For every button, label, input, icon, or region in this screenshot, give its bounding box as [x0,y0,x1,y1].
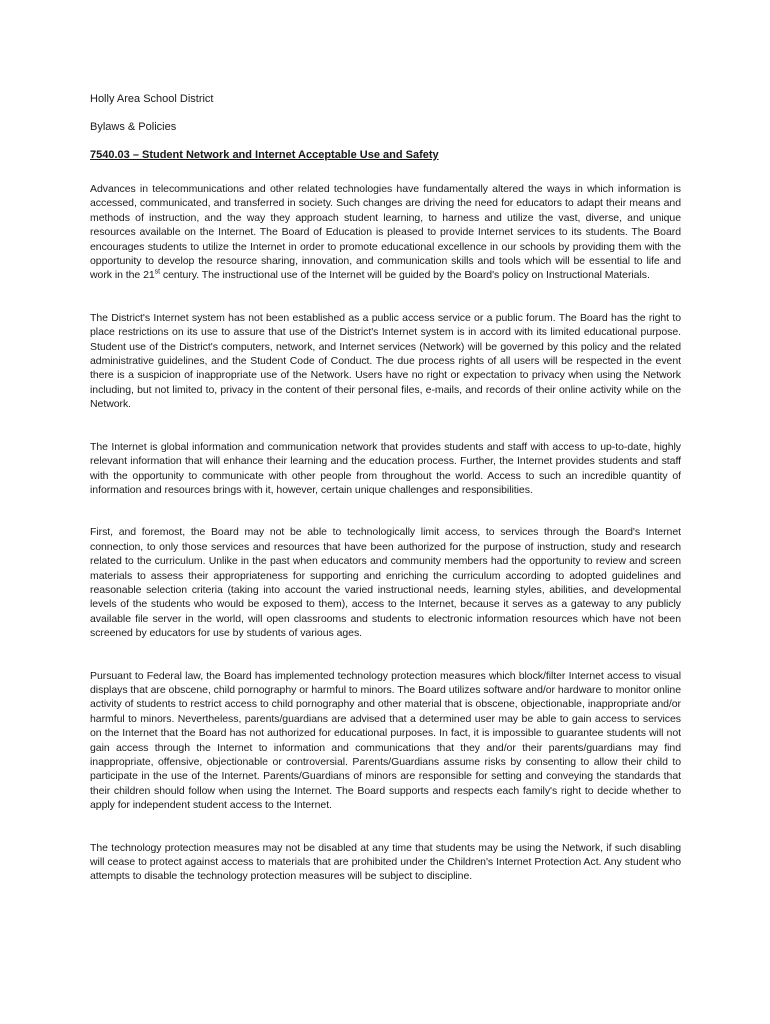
paragraph-network-use: The District's Internet system has not been established as a public access service or a public forum. The Board has the right to place restrictions on its use to assure that use of the District's Internet system is in accord with its limited educational purpose. Student use of the District's computers, network, and Internet services (Network) will be governed by this policy and the related administrative guidelines, and the Student Code of Conduct. The due process rights of all users will be respected in the event there is a suspicion of inappropriate use of the Network. Users have no right or expectation to privacy when using the Network including, but not limited to, privacy in the content of their personal files, e-mails, and records of their online activity while on the Network. [90,311,681,411]
paragraph-intro-text-end: century. The instructional use of the Internet will be guided by the Board's policy on Instructional Materials. [160,269,650,282]
paragraph-intro [90,182,681,283]
ordinal-superscript: st [154,268,161,276]
district-name: Holly Area School District [90,93,214,105]
section-label: Bylaws & Policies [90,121,177,133]
policy-title: 7540.03 – Student Network and Internet Acceptable Use and Safety [90,149,439,161]
paragraph-intro-text: Advances in telecommunications and other related technologies have fundamentally altered the ways in which information is accessed, communicated, and transferred in society. Such changes are driving the need for educators to adapt their means and methods of instruction, and the way they approach student learning, to harness and utilize the vast, diverse, and unique resources available on the Internet. The Board of Education is pleased to provide Internet services to its students. The Board encourages students to utilize the Internet in order to promote educational excellence in our schools by providing them with the opportunity to develop the resource sharing, innovation, and communication skills and tools which will be essential to life and work in the 21 [90,183,681,282]
paragraph-federal-law: Pursuant to Federal law, the Board has implemented technology protection measures which block/filter Internet access to visual displays that are obscene, child pornography or harmful to minors. The Board utilizes software and/or hardware to monitor online activity of students to restrict access to child pornography and other material that is obscene, objectionable, inappropriate and/or harmful to minors. Nevertheless, parents/guardians are advised that a determined user may be able to gain access to services on the Internet that the Board has not authorized for educational purposes. In fact, it is impossible to guarantee students will not gain access through the Internet to information and communications that they and/or their parents/guardians may find inappropriate, offensive, objectionable or controversial. Parents/Guardians assume risks by consenting to allow their child to participate in the use of the Internet. Parents/Guardians of minors are responsible for setting and conveying the standards that their children should follow when using the Internet. The Board supports and respects each family's right to decide whether to apply for independent student access to the Internet. [90,669,681,812]
document-page [90,92,681,912]
paragraph-access-limits: First, and foremost, the Board may not be able to technologically limit access, to services through the Board's Internet connection, to only those services and resources that have been authorized for the purpose of instruction, study and research related to the curriculum. Unlike in the past when educators and community members had the opportunity to review and screen materials to assess their appropriateness for supporting and enriching the curriculum according to adopted guidelines and reasonable selection criteria (taking into account the varied instructional needs, learning styles, abilities, and developmental levels of the students who would be exposed to them), access to the Internet, because it serves as a gateway to any publicly available file server in the world, will open classrooms and students to electronic information resources which have not been screened by educators for use by students of various ages. [90,526,681,640]
paragraph-internet-global: The Internet is global information and communication network that provides students and staff with access to up-to-date, highly relevant information that will enhance their learning and the education process. Further, the Internet provides students and staff with the opportunity to communicate with other people from throughout the world. Access to such an incredible quantity of information and resources brings with it, however, certain unique challenges and responsibilities. [90,440,681,496]
paragraph-protection-measures: The technology protection measures may not be disabled at any time that students may be using the Network, if such disabling will cease to protect against access to materials that are prohibited under the Children's Internet Protection Act. Any student who attempts to disable the technology protection measures will be subject to discipline. [90,841,681,883]
